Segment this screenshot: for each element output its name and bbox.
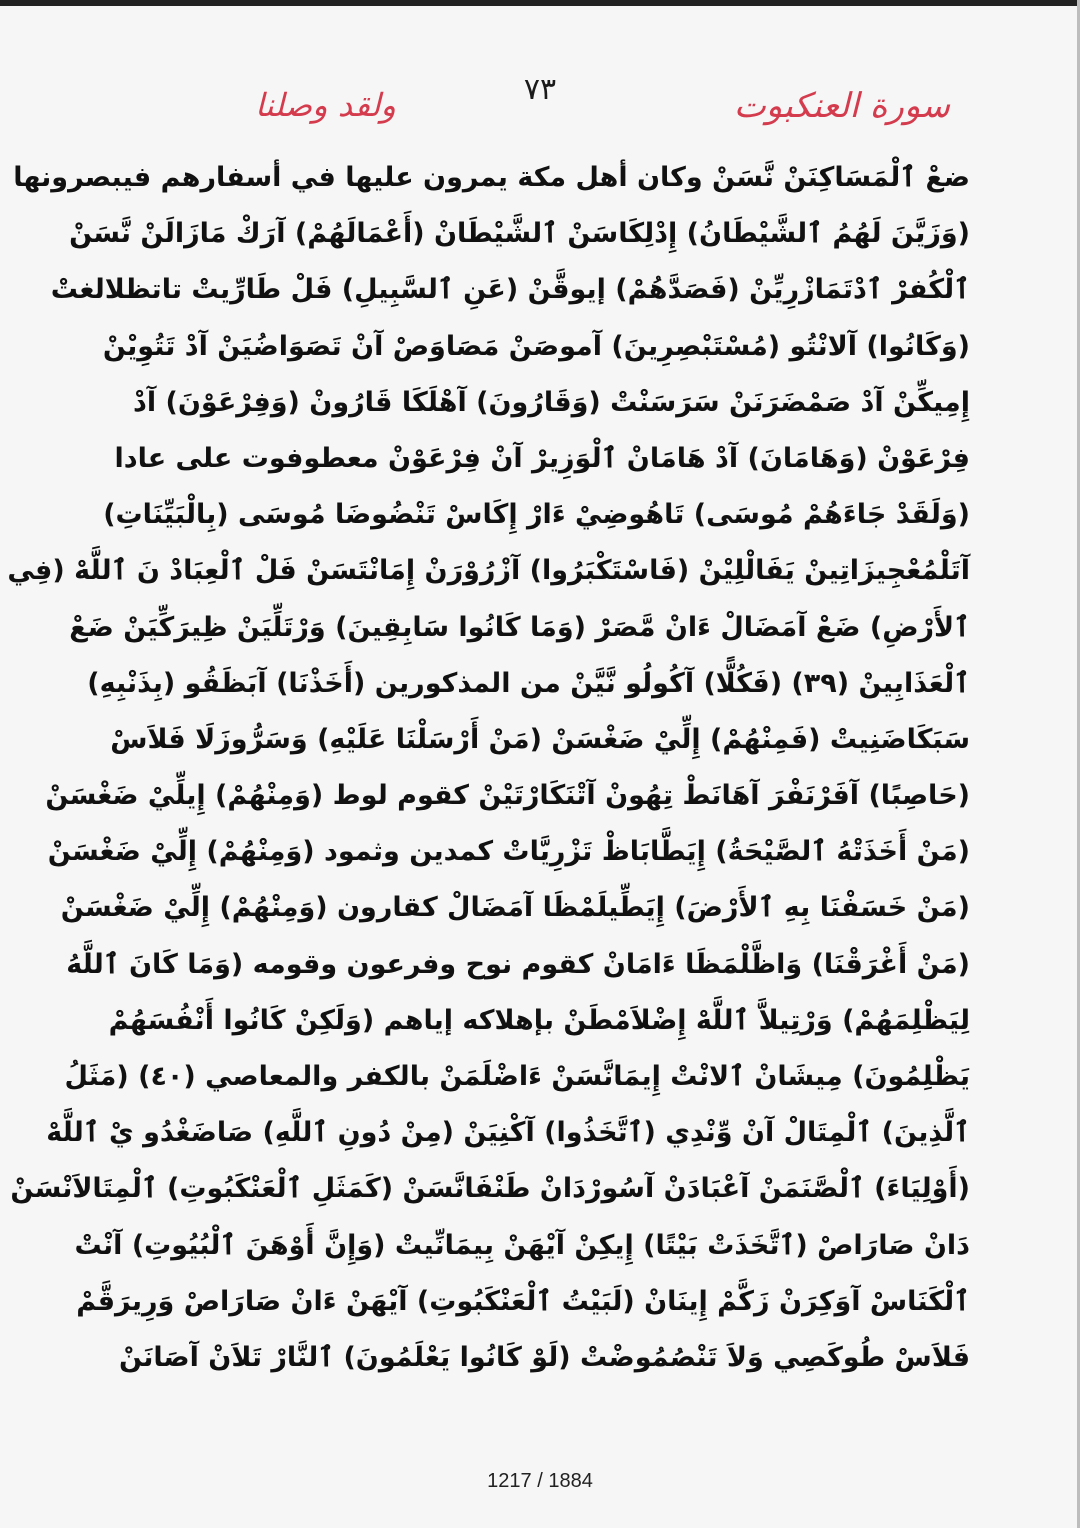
- text-line: ٱلْكُفرْ ٱدْتَمَازْرِيِّنْ (فَصَدَّهُمْ) إيوقَّنْ (عَنِ ٱلسَّبِيلِ) فَلْ طَارِّيتْ تاتظلالغتْ: [50, 274, 970, 306]
- text-line: (وَكَانُوا) آلانْتُو (مُسْتَبْصِرِينَ) آموصَنْ مَصَاوَصْ آنْ تَصَوَاضُيَنْ آدْ تَتُوِيْنْ: [102, 330, 970, 362]
- text-line: فِرْعَوْنْ (وَهَامَانَ) آدْ هَامَانْ ٱلْوَزِيرْ آنْ فِرْعَوْنْ معطوفوت على عادا: [114, 442, 970, 474]
- text-line: (حَاصِبًا) آفَرْنَفْرَ آهَانَطْ تِهُونْ آتْنَكَارْتَيْنْ كقوم لوط (وَمِنْهُمْ) إِيلِّيْ ضَغْسَنْ: [45, 780, 970, 812]
- text-line: ٱلأَرْضِ) ضَعْ آمَضَالْ ءَانْ مَّصَرْ (وَمَا كَانُوا سَابِقِينَ) وَرْتَلِّيَنْ ظِيرَكِّيَنْ ضَعْ: [69, 611, 970, 643]
- scan-top-edge: [0, 0, 1080, 6]
- page-number: ٧٣: [523, 72, 557, 107]
- text-line: ضعْ ٱلْمَسَاكِنَنْ نَّسَنْ وكان أهل مكة يمرون عليها في أسفارهم فيبصرونها: [13, 162, 970, 193]
- text-line: سَبَكَاضَنِيتْ (فَمِنْهُمْ) إِلِّيْ ضَغْسَنْ (مَنْ أَرْسَلْنَا عَلَيْهِ) وَسَرُّوزَلَا فَلاَسْ: [110, 723, 970, 755]
- text-line: (أَوْلِيَاءَ) ٱلْصَّنَمَنْ آعْبَادَنْ آسُورْدَانْ طَنْفَانَّسَنْ (كَمَثَلِ ٱلْعَنْكَبُوتِ) ٱلْمِتَالاَنْسَنْ: [10, 1173, 970, 1205]
- section-title: ولقد وصلنا: [255, 86, 396, 124]
- text-line: فَلاَسْ طُوكَصِي وَلاَ تَنْصُمُوضْتْ (لَوْ كَانُوا يَعْلَمُونَ) ٱلنَّارْ تَلاَنْ آصَانَنْ: [118, 1341, 970, 1373]
- text-line: (وَلَقَدْ جَاءَهُمْ مُوسَى) تَاهُوضِيْ ءَارْ إِكَاسْ تَنْضُوضَا مُوسَى (بِالْبَيِّنَاتِ): [103, 499, 970, 531]
- text-line: لِيَظْلِمَهُمْ) وَرْتِيلاَّ ٱللَّهْ إِضْلاَمْطَنْ بإهلاكه إياهم (وَلَكِنْ كَانُوا أَنْفُسَهُمْ: [108, 1004, 970, 1036]
- text-line: دَانْ صَارَاصْ (ٱتَّخَذَتْ بَيْتًا) إِيكِنْ آيْهَنْ بِيمَانِّيتْ (وَإِنَّ أَوْهَنَ ٱلْبُيُوتِ) آنْتْ: [74, 1229, 970, 1261]
- pagination-indicator: 1217 / 1884: [487, 1470, 593, 1492]
- text-line: آتَلْمُعْجِيزَاتِينْ يَفَالْلِيْنْ (فَاسْتَكْبَرُوا) آزْرُوْرَنْ إِمَانْتَسَنْ فَلْ ٱلْعِبَادْ نَ ٱللَّهْ (فِي: [7, 555, 970, 587]
- surah-title: سورة العنكبوت: [733, 86, 950, 126]
- text-line: ٱلْعَذَابِينْ (٣٩) (فَكُلًّا) آكُولُو نَّيَّنْ من المذكورين (أَخَذْنَا) آبَظَقُو (بِذَنْبِهِ): [87, 667, 970, 699]
- text-line: ٱلَّذِينَ) ٱلْمِتَالْ آنْ وِّنْدِي (ٱتَّخَذُوا) آكْنِيَنْ (مِنْ دُونِ ٱللَّهِ) صَاضَغْدُو يْ ٱللَّهْ: [46, 1117, 970, 1149]
- text-line: (مَنْ أَخَذَتْهُ ٱلصَّيْحَةُ) إِيَطَّابَاظْ تَزْرِيَّاتْ كمدين وثمود (وَمِنْهُمْ) إِلِّيْ ضَغْسَنْ: [47, 836, 970, 868]
- text-line: (مَنْ خَسَفْنَا بِهِ ٱلأَرْضَ) إِيَطِّيلَمْظَا آمَضَالْ كقارون (وَمِنْهُمْ) إِلِّيْ ضَغْسَنْ: [60, 892, 970, 924]
- text-line: (مَنْ أَغْرَقْنَا) وَاظَّلْمَظَا ءَامَانْ كقوم نوح وفرعون وقومه (وَمَا كَانَ ٱللَّهُ: [66, 948, 970, 980]
- text-line: إِمِيكِّنْ آدْ صَمْضَرَنَنْ سَرَسَنْتْ (وَقَارُونَ) آهْلَكَا قَارُونْ (وَفِرْعَوْنَ) آدْ: [133, 386, 970, 418]
- text-line: (وَزَيَّنَ لَهُمُ ٱلشَّيْطَانُ) إِدْلِكَاسَنْ ٱلشَّيْطَانْ (أَعْمَالَهُمْ) آرَكْ مَازَالَنْ نَّسَنْ: [69, 218, 970, 250]
- text-line: يَظْلِمُونَ) مِيشَانْ ٱلانْتْ إِيمَانَّسَنْ ءَاضْلَمَنْ بالكفر والمعاصي (٤٠) (مَثَلُ: [64, 1061, 970, 1092]
- tafsir-text: [7, 150, 970, 1386]
- text-line: ٱلْكَنَاسْ آوَكِرَنْ زَكَّمْ إِينَانْ (لَبَيْتُ ٱلْعَنْكَبُوتِ) آيْهَنْ ءَانْ صَارَاصْ وَرِيرَقَّمْ: [76, 1285, 970, 1317]
